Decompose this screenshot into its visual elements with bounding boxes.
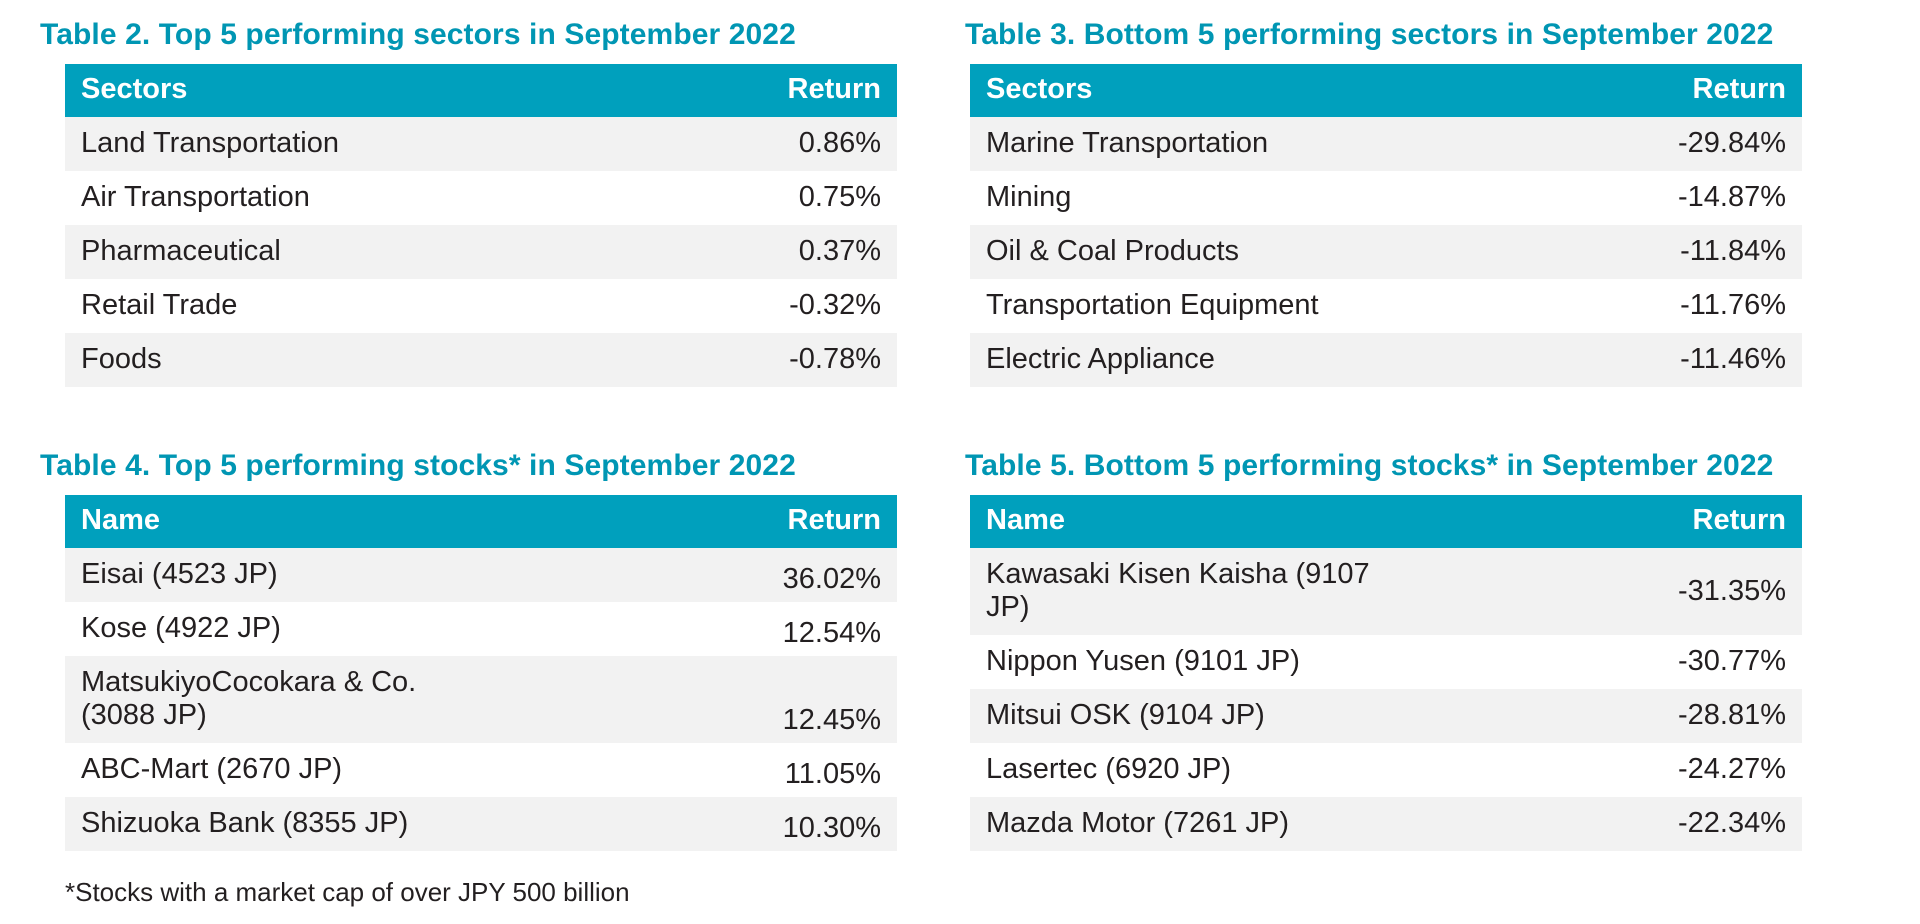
table-title-table3: Table 3. Bottom 5 performing sectors in September 2022 (965, 18, 1774, 51)
table-top-stocks (65, 495, 897, 851)
table-row (65, 171, 897, 225)
cell-return: 10.30% (481, 797, 897, 851)
column-header-return: Return (1386, 495, 1802, 548)
table-row (65, 333, 897, 387)
table-row (970, 333, 1802, 387)
cell-sector-name: Transportation Equipment (970, 279, 1386, 333)
table-block-top-sectors (40, 18, 920, 387)
table-title-table2: Table 2. Top 5 performing sectors in September 2022 (40, 18, 796, 51)
table-header-row (65, 495, 897, 548)
table-title-table5: Table 5. Bottom 5 performing stocks* in September 2022 (965, 449, 1774, 482)
cell-sector-name: Foods (65, 333, 481, 387)
column-header-sectors: Sectors (65, 64, 481, 117)
table-row (970, 225, 1802, 279)
cell-return: 11.05% (481, 743, 897, 797)
cell-stock-name: Kawasaki Kisen Kaisha (9107 JP) (970, 548, 1386, 635)
table-bottom-sectors (970, 64, 1802, 387)
cell-sector-name: Oil & Coal Products (970, 225, 1386, 279)
cell-sector-name: Air Transportation (65, 171, 481, 225)
cell-return: -24.27% (1386, 743, 1802, 797)
cell-stock-name: Shizuoka Bank (8355 JP) (65, 797, 481, 851)
table-row (970, 689, 1802, 743)
table-title-table4: Table 4. Top 5 performing stocks* in September 2022 (40, 449, 796, 482)
cell-return: 0.37% (481, 225, 897, 279)
cell-return: -14.87% (1386, 171, 1802, 225)
cell-return: -11.76% (1386, 279, 1802, 333)
table-header-row (970, 64, 1802, 117)
table-head (970, 495, 1802, 548)
table-top-sectors (65, 64, 897, 387)
table-header-row (970, 495, 1802, 548)
cell-sector-name: Retail Trade (65, 279, 481, 333)
table-row (65, 279, 897, 333)
column-header-name: Name (65, 495, 481, 548)
cell-return: 12.54% (481, 602, 897, 656)
table-row (970, 797, 1802, 851)
table-row (970, 171, 1802, 225)
column-header-sectors: Sectors (970, 64, 1386, 117)
cell-stock-name: Mitsui OSK (9104 JP) (970, 689, 1386, 743)
cell-stock-name: Eisai (4523 JP) (65, 548, 481, 602)
cell-return: -31.35% (1386, 548, 1802, 635)
table-bottom-stocks (970, 495, 1802, 851)
cell-sector-name: Land Transportation (65, 117, 481, 171)
table-body (65, 117, 897, 387)
cell-stock-name: Kose (4922 JP) (65, 602, 481, 656)
cell-sector-name: Electric Appliance (970, 333, 1386, 387)
table-row (970, 117, 1802, 171)
column-header-name: Name (970, 495, 1386, 548)
table-body (970, 548, 1802, 851)
table-row (970, 548, 1802, 635)
table-row (65, 117, 897, 171)
table-body (65, 548, 897, 851)
cell-return: 12.45% (481, 656, 897, 743)
table-block-bottom-sectors (965, 18, 1845, 387)
table-head (970, 64, 1802, 117)
table-row (970, 279, 1802, 333)
table-row (65, 602, 897, 656)
table-header-row (65, 64, 897, 117)
table-row (65, 548, 897, 602)
cell-return: -30.77% (1386, 635, 1802, 689)
cell-return: -11.46% (1386, 333, 1802, 387)
column-header-return: Return (1386, 64, 1802, 117)
cell-return: 0.75% (481, 171, 897, 225)
table-head (65, 64, 897, 117)
cell-return: 0.86% (481, 117, 897, 171)
cell-stock-name: Lasertec (6920 JP) (970, 743, 1386, 797)
cell-sector-name: Pharmaceutical (65, 225, 481, 279)
table-row (65, 225, 897, 279)
cell-stock-name: Mazda Motor (7261 JP) (970, 797, 1386, 851)
cell-return: -29.84% (1386, 117, 1802, 171)
cell-stock-name: ABC-Mart (2670 JP) (65, 743, 481, 797)
cell-stock-name: Nippon Yusen (9101 JP) (970, 635, 1386, 689)
cell-return: -28.81% (1386, 689, 1802, 743)
table-row (65, 797, 897, 851)
cell-stock-name: MatsukiyoCocokara & Co. (3088 JP) (65, 656, 481, 743)
table-row (65, 656, 897, 743)
table-head (65, 495, 897, 548)
cell-return: -11.84% (1386, 225, 1802, 279)
column-header-return: Return (481, 64, 897, 117)
cell-return: 36.02% (481, 548, 897, 602)
table-row (970, 743, 1802, 797)
table-row (65, 743, 897, 797)
footnote: *Stocks with a market cap of over JPY 500 billion (65, 877, 630, 907)
table-block-bottom-stocks (965, 449, 1845, 908)
cell-return: -0.32% (481, 279, 897, 333)
table-block-top-stocks (40, 449, 920, 908)
cell-sector-name: Mining (970, 171, 1386, 225)
table-row (970, 635, 1802, 689)
cell-return: -22.34% (1386, 797, 1802, 851)
table-body (970, 117, 1802, 387)
cell-return: -0.78% (481, 333, 897, 387)
column-header-return: Return (481, 495, 897, 548)
tables-grid (40, 10, 1880, 908)
cell-sector-name: Marine Transportation (970, 117, 1386, 171)
